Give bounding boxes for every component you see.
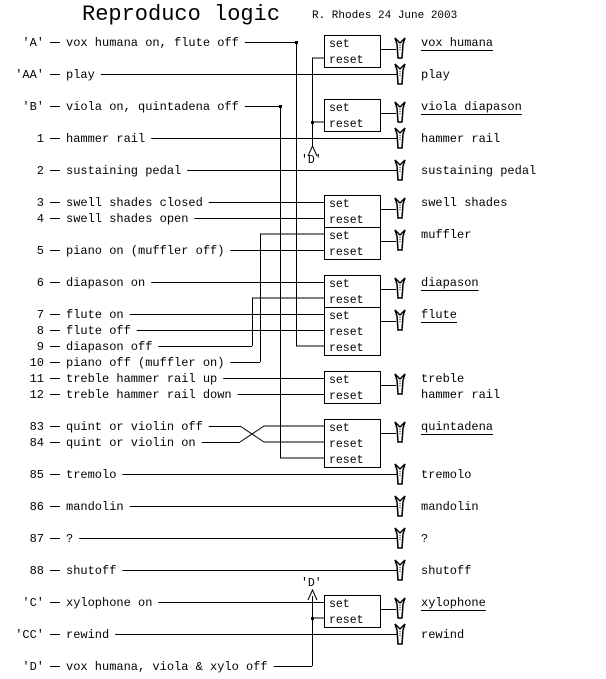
input-row <box>37 164 400 178</box>
input-code: 'B' <box>22 100 44 114</box>
input-code: 7 <box>36 308 44 322</box>
bus-a-wire <box>297 42 325 346</box>
latch-reset-input: reset <box>329 438 364 451</box>
valve-icon <box>395 38 405 58</box>
input-code: 3 <box>36 196 44 210</box>
output-label: sustaining pedal <box>421 164 537 178</box>
latch-reset-input: reset <box>329 454 364 467</box>
bus-9-wire <box>253 298 325 346</box>
input-label: diapason off <box>66 340 153 354</box>
input-label: mandolin <box>66 500 124 514</box>
input-code: 84 <box>29 436 44 450</box>
input-code: 5 <box>36 244 44 258</box>
output-label: mandolin <box>421 500 479 514</box>
input-row <box>15 628 400 642</box>
input-code: 'C' <box>22 596 44 610</box>
output-label: hammer rail <box>421 388 501 402</box>
input-label: swell shades open <box>66 212 189 226</box>
output-label: rewind <box>421 628 465 642</box>
latch-set-input: set <box>329 310 350 323</box>
output-label: flute <box>421 308 458 322</box>
latch-set-input: set <box>329 598 350 611</box>
input-row <box>30 564 400 578</box>
input-label: tremolo <box>66 468 117 482</box>
latch-set-input: set <box>329 374 350 387</box>
input-code: 6 <box>36 276 44 290</box>
valve-icon <box>395 310 405 330</box>
input-label: viola on, quintadena off <box>66 100 239 114</box>
input-row <box>30 372 324 386</box>
latch-set-input: set <box>329 422 350 435</box>
bus-wires <box>240 42 324 666</box>
output-functions <box>421 36 536 642</box>
output-label: swell shades <box>421 196 508 210</box>
latch-reset-input: reset <box>329 214 364 227</box>
latch-set-input: set <box>329 38 350 51</box>
input-row <box>30 500 400 514</box>
output-label: quintadena <box>421 420 494 434</box>
output-label: play <box>421 68 450 82</box>
input-code: 'A' <box>22 36 44 50</box>
valve-icon <box>395 374 405 394</box>
input-code: 'CC' <box>15 628 44 642</box>
input-code: 86 <box>29 500 44 514</box>
input-label: hammer rail <box>66 132 146 146</box>
latch-reset-input: reset <box>329 390 364 403</box>
input-label: treble hammer rail down <box>66 388 232 402</box>
valve-icon <box>395 278 405 298</box>
output-label: muffler <box>421 228 472 242</box>
output-label: tremolo <box>421 468 472 482</box>
latch-set-input: set <box>329 278 350 291</box>
input-code: 'D' <box>22 660 44 674</box>
input-label: play <box>66 68 95 82</box>
latch-box <box>325 596 397 628</box>
input-row <box>30 420 240 434</box>
latch-box <box>325 276 397 308</box>
valve-icon <box>395 230 405 250</box>
input-code: 87 <box>29 532 44 546</box>
output-label: treble <box>421 372 465 386</box>
input-row <box>30 468 400 482</box>
input-label: swell shades closed <box>66 196 203 210</box>
latch-reset-input: reset <box>329 246 364 259</box>
connector-d-label-bottom: 'D' <box>301 577 322 590</box>
input-row <box>15 68 400 82</box>
output-label: hammer rail <box>421 132 501 146</box>
latch-reset-input: reset <box>329 326 364 339</box>
latch-box <box>325 228 397 260</box>
author-credit: R. Rhodes 24 June 2003 <box>312 10 458 22</box>
input-code: 2 <box>36 164 44 178</box>
input-code: 12 <box>29 388 44 402</box>
input-label: shutoff <box>66 564 117 578</box>
input-label: sustaining pedal <box>66 164 182 178</box>
latch-reset-input: reset <box>329 118 364 131</box>
input-code: 8 <box>36 324 44 338</box>
input-code: 1 <box>36 132 44 146</box>
input-label: piano on (muffler off) <box>66 244 225 258</box>
latch-box <box>325 420 397 468</box>
input-label: quint or violin on <box>66 436 196 450</box>
input-label: rewind <box>66 628 110 642</box>
input-code: 85 <box>29 468 44 482</box>
input-row <box>30 356 260 370</box>
valve-icon <box>395 422 405 442</box>
input-code: 83 <box>29 420 44 434</box>
input-label: diapason on <box>66 276 146 290</box>
junction-dot <box>279 105 282 108</box>
input-code: 9 <box>36 340 44 354</box>
latch-set-input: set <box>329 102 350 115</box>
latch-set-input: set <box>329 198 350 211</box>
latch-box <box>325 308 397 356</box>
valve-icon <box>395 198 405 218</box>
valves <box>395 38 405 644</box>
input-row <box>22 100 280 114</box>
input-label: ? <box>66 532 74 546</box>
junction-dot <box>311 121 314 124</box>
latch-reset-input: reset <box>329 54 364 67</box>
input-row <box>22 36 296 50</box>
latch-box <box>325 372 397 404</box>
latch-box <box>325 196 397 228</box>
valve-icon <box>395 598 405 618</box>
connector-d-label-top: 'D' <box>301 154 322 167</box>
latch-set-input: set <box>329 230 350 243</box>
input-row <box>22 660 312 674</box>
valve-icon <box>395 102 405 122</box>
input-label: piano off (muffler on) <box>66 356 225 370</box>
latch-reset-input: reset <box>329 342 364 355</box>
bus-d-top-wire <box>313 58 325 146</box>
off-page-connectors <box>308 146 317 600</box>
input-row <box>22 596 324 610</box>
output-label: xylophone <box>421 596 486 610</box>
input-code: 88 <box>29 564 44 578</box>
diagram-title: Reproduco logic <box>82 2 281 27</box>
output-label: ? <box>421 532 429 546</box>
input-label: xylophone on <box>66 596 153 610</box>
input-row <box>37 132 400 146</box>
output-label: shutoff <box>421 564 472 578</box>
input-row <box>30 532 400 546</box>
output-label: diapason <box>421 276 479 290</box>
latch-box <box>325 100 397 132</box>
input-row <box>30 436 240 450</box>
input-label: vox humana on, flute off <box>66 36 239 50</box>
input-row <box>37 340 252 354</box>
output-label: viola diapason <box>421 100 522 114</box>
input-code: 4 <box>36 212 44 226</box>
output-label: vox humana <box>421 36 494 50</box>
input-label: treble hammer rail up <box>66 372 218 386</box>
input-code: 10 <box>29 356 44 370</box>
junction-dot <box>311 617 314 620</box>
latch-reset-input: reset <box>329 294 364 307</box>
input-label: quint or violin off <box>66 420 203 434</box>
cross-84-wire <box>240 426 324 442</box>
input-label: vox humana, viola & xylo off <box>66 660 268 674</box>
input-label: flute off <box>66 324 131 338</box>
input-code: 11 <box>29 372 44 386</box>
latch-box <box>325 36 397 68</box>
input-row <box>30 388 324 402</box>
input-label: flute on <box>66 308 124 322</box>
junction-dot <box>295 41 298 44</box>
input-code: 'AA' <box>15 68 44 82</box>
latch-reset-input: reset <box>329 614 364 627</box>
